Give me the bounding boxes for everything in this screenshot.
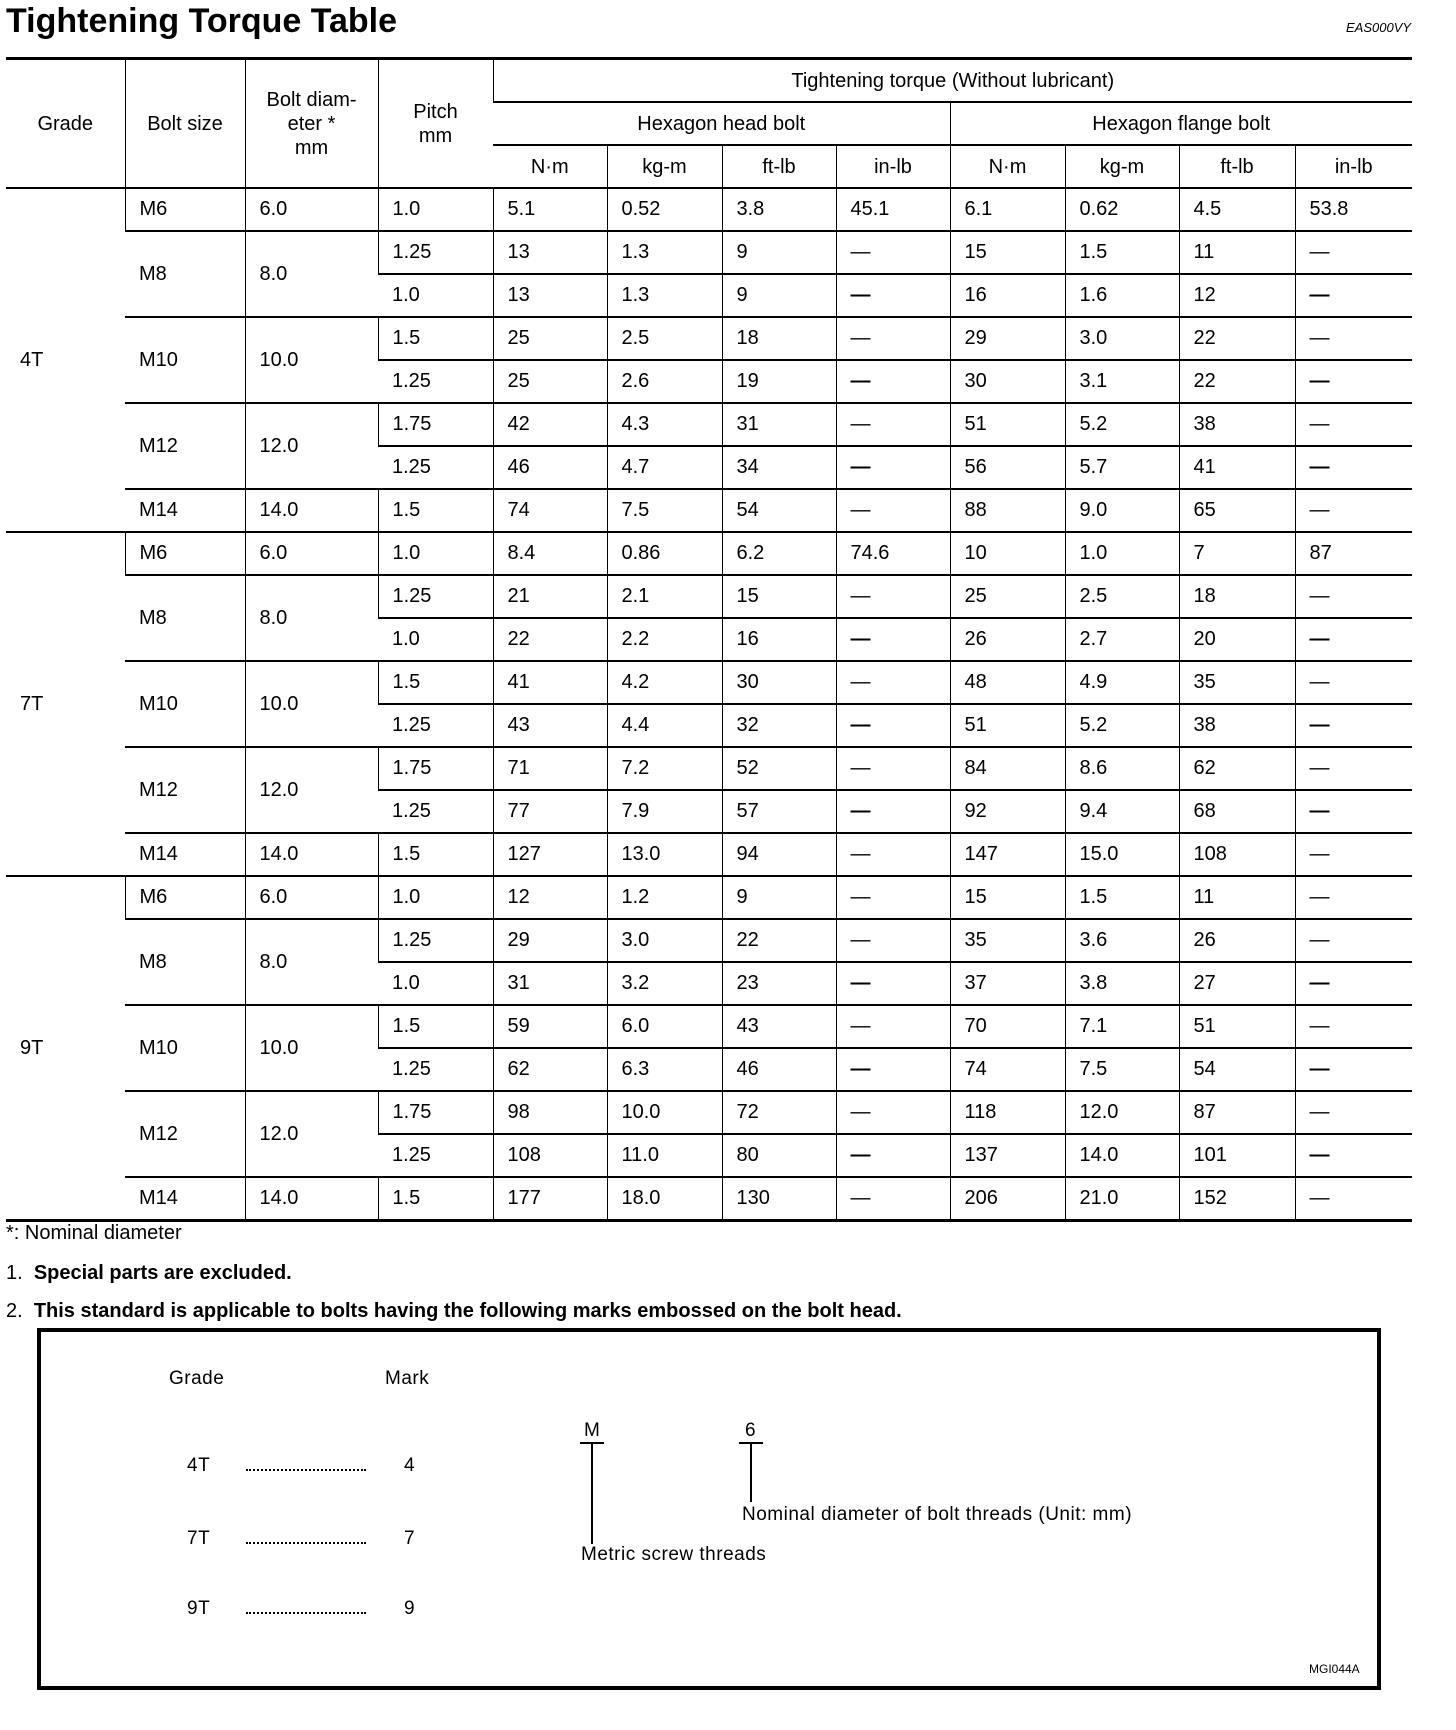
torque-value-cell: 15 xyxy=(950,876,1065,919)
bolt-size-cell: M14 xyxy=(125,1177,245,1221)
bolt-size-cell: M10 xyxy=(125,317,245,403)
torque-value-cell: 25 xyxy=(493,360,607,403)
note-2: 2. This standard is applicable to bolts having the following marks embossed on the bolt head. xyxy=(6,1300,902,1322)
torque-value-cell: — xyxy=(836,747,950,790)
torque-value-cell: 14.0 xyxy=(1065,1134,1179,1177)
header-unit: kg-m xyxy=(607,145,722,188)
torque-value-cell: — xyxy=(1295,317,1412,360)
bolt-size-cell: M8 xyxy=(125,575,245,661)
bolt-diameter-cell: 10.0 xyxy=(245,1005,378,1091)
torque-value-cell: 30 xyxy=(722,661,836,704)
torque-value-cell: 46 xyxy=(722,1048,836,1091)
torque-value-cell: 9.0 xyxy=(1065,489,1179,532)
torque-value-cell: 4.2 xyxy=(607,661,722,704)
torque-value-cell: — xyxy=(836,919,950,962)
torque-value-cell: 29 xyxy=(950,317,1065,360)
torque-value-cell: 74.6 xyxy=(836,532,950,575)
pitch-cell: 1.25 xyxy=(378,231,493,274)
torque-value-cell: 15 xyxy=(950,231,1065,274)
torque-value-cell: 41 xyxy=(1179,446,1295,489)
torque-value-cell: 108 xyxy=(493,1134,607,1177)
torque-value-cell: 21 xyxy=(493,575,607,618)
torque-value-cell: 2.5 xyxy=(607,317,722,360)
header-unit: N·m xyxy=(950,145,1065,188)
header-grade: Grade xyxy=(37,112,94,135)
torque-value-cell: 1.0 xyxy=(1065,532,1179,575)
pitch-cell: 1.5 xyxy=(378,1177,493,1221)
torque-value-cell: — xyxy=(836,1091,950,1134)
torque-value-cell: 9.4 xyxy=(1065,790,1179,833)
torque-value-cell: 152 xyxy=(1179,1177,1295,1221)
header-pitch: Pitch mm xyxy=(378,59,493,189)
figure-mark-4: 4 xyxy=(404,1455,416,1476)
torque-value-cell: — xyxy=(1295,790,1412,833)
torque-value-cell: 9 xyxy=(722,876,836,919)
torque-value-cell: 2.7 xyxy=(1065,618,1179,661)
grade-cell: 7T xyxy=(6,532,125,876)
bolt-size-cell: M12 xyxy=(125,1091,245,1177)
bolt-size-cell: M12 xyxy=(125,747,245,833)
pitch-cell: 1.5 xyxy=(378,833,493,876)
bolt-diameter-cell: 8.0 xyxy=(245,575,378,661)
torque-value-cell: 137 xyxy=(950,1134,1065,1177)
torque-value-cell: 25 xyxy=(950,575,1065,618)
torque-value-cell: — xyxy=(836,403,950,446)
torque-value-cell: 0.52 xyxy=(607,188,722,231)
torque-value-cell: 92 xyxy=(950,790,1065,833)
torque-value-cell: 22 xyxy=(1179,317,1295,360)
torque-value-cell: — xyxy=(836,876,950,919)
table-row xyxy=(6,188,1412,231)
torque-value-cell: 22 xyxy=(722,919,836,962)
torque-value-cell: 15.0 xyxy=(1065,833,1179,876)
header-hex-head: Hexagon head bolt xyxy=(493,102,950,145)
table-row xyxy=(6,317,1412,360)
bolt-diameter-cell: 6.0 xyxy=(245,532,378,575)
torque-value-cell: 6.1 xyxy=(950,188,1065,231)
torque-value-cell: 51 xyxy=(950,704,1065,747)
torque-value-cell: 87 xyxy=(1179,1091,1295,1134)
pitch-cell: 1.0 xyxy=(378,188,493,231)
bolt-diameter-cell: 12.0 xyxy=(245,1091,378,1177)
torque-value-cell: 48 xyxy=(950,661,1065,704)
torque-value-cell: 7.5 xyxy=(1065,1048,1179,1091)
pitch-cell: 1.5 xyxy=(378,317,493,360)
torque-value-cell: 25 xyxy=(493,317,607,360)
pitch-cell: 1.25 xyxy=(378,1048,493,1091)
torque-value-cell: 35 xyxy=(1179,661,1295,704)
header-unit: ft-lb xyxy=(722,145,836,188)
torque-value-cell: 43 xyxy=(493,704,607,747)
torque-value-cell: — xyxy=(1295,1134,1412,1177)
pitch-cell: 1.0 xyxy=(378,876,493,919)
torque-value-cell: 11 xyxy=(1179,231,1295,274)
header-bolt-diameter: Bolt diam- eter * mm xyxy=(245,59,378,189)
figure-code: MGI044A xyxy=(1309,1662,1360,1676)
footnote-asterisk: *: Nominal diameter xyxy=(6,1222,182,1244)
torque-value-cell: — xyxy=(836,962,950,1005)
pitch-cell: 1.0 xyxy=(378,962,493,1005)
torque-value-cell: 62 xyxy=(493,1048,607,1091)
bolt-size-cell: M12 xyxy=(125,403,245,489)
torque-value-cell: — xyxy=(836,1005,950,1048)
torque-value-cell: — xyxy=(1295,919,1412,962)
torque-value-cell: — xyxy=(1295,833,1412,876)
figure-metric-text: Metric screw threads xyxy=(581,1544,767,1565)
torque-value-cell: — xyxy=(1295,618,1412,661)
bolt-diameter-cell: 10.0 xyxy=(245,661,378,747)
torque-value-cell: 23 xyxy=(722,962,836,1005)
torque-value-cell: 43 xyxy=(722,1005,836,1048)
torque-value-cell: — xyxy=(1295,1091,1412,1134)
torque-value-cell: 51 xyxy=(1179,1005,1295,1048)
torque-value-cell: — xyxy=(1295,876,1412,919)
torque-value-cell: 130 xyxy=(722,1177,836,1221)
bolt-diameter-cell: 12.0 xyxy=(245,403,378,489)
bolt-size-cell: M10 xyxy=(125,1005,245,1091)
torque-value-cell: — xyxy=(836,489,950,532)
bolt-mark-figure xyxy=(37,1328,1381,1690)
torque-value-cell: 45.1 xyxy=(836,188,950,231)
torque-value-cell: 54 xyxy=(722,489,836,532)
torque-value-cell: 34 xyxy=(722,446,836,489)
torque-value-cell: 177 xyxy=(493,1177,607,1221)
torque-value-cell: — xyxy=(836,317,950,360)
torque-value-cell: 12 xyxy=(493,876,607,919)
torque-value-cell: 6.2 xyxy=(722,532,836,575)
torque-value-cell: 30 xyxy=(950,360,1065,403)
torque-value-cell: 74 xyxy=(493,489,607,532)
torque-value-cell: 1.3 xyxy=(607,231,722,274)
pitch-cell: 1.25 xyxy=(378,790,493,833)
torque-value-cell: 98 xyxy=(493,1091,607,1134)
table-row xyxy=(6,833,1412,876)
pitch-cell: 1.5 xyxy=(378,489,493,532)
torque-value-cell: 108 xyxy=(1179,833,1295,876)
torque-value-cell: 6.0 xyxy=(607,1005,722,1048)
header-unit: in-lb xyxy=(1295,145,1412,188)
bolt-diameter-cell: 6.0 xyxy=(245,876,378,919)
torque-value-cell: 94 xyxy=(722,833,836,876)
torque-value-cell: 2.2 xyxy=(607,618,722,661)
torque-value-cell: 18 xyxy=(1179,575,1295,618)
torque-value-cell: — xyxy=(836,661,950,704)
bolt-size-cell: M6 xyxy=(125,188,245,231)
torque-value-cell: 72 xyxy=(722,1091,836,1134)
bolt-diameter-cell: 14.0 xyxy=(245,1177,378,1221)
torque-value-cell: 3.0 xyxy=(607,919,722,962)
torque-value-cell: 147 xyxy=(950,833,1065,876)
header-unit: kg-m xyxy=(1065,145,1179,188)
torque-value-cell: 2.5 xyxy=(1065,575,1179,618)
torque-value-cell: 41 xyxy=(493,661,607,704)
torque-value-cell: 77 xyxy=(493,790,607,833)
pitch-cell: 1.75 xyxy=(378,1091,493,1134)
torque-value-cell: 9 xyxy=(722,231,836,274)
header-unit: in-lb xyxy=(836,145,950,188)
header-unit: ft-lb xyxy=(1179,145,1295,188)
torque-value-cell: 7 xyxy=(1179,532,1295,575)
torque-value-cell: — xyxy=(836,446,950,489)
torque-value-cell: 3.6 xyxy=(1065,919,1179,962)
torque-value-cell: — xyxy=(836,790,950,833)
torque-value-cell: 11 xyxy=(1179,876,1295,919)
torque-value-cell: 53.8 xyxy=(1295,188,1412,231)
header-unit: N·m xyxy=(493,145,607,188)
bolt-diameter-cell: 6.0 xyxy=(245,188,378,231)
figure-mark-9: 9 xyxy=(404,1598,416,1619)
torque-value-cell: 2.1 xyxy=(607,575,722,618)
torque-value-cell: 15 xyxy=(722,575,836,618)
torque-value-cell: 62 xyxy=(1179,747,1295,790)
torque-value-cell: 87 xyxy=(1295,532,1412,575)
torque-value-cell: 1.5 xyxy=(1065,876,1179,919)
torque-value-cell: 18 xyxy=(722,317,836,360)
torque-value-cell: 8.4 xyxy=(493,532,607,575)
table-row xyxy=(6,489,1412,532)
figure-grade-4t: 4T xyxy=(187,1455,211,1476)
torque-value-cell: 31 xyxy=(493,962,607,1005)
torque-value-cell: 71 xyxy=(493,747,607,790)
torque-value-cell: 1.2 xyxy=(607,876,722,919)
torque-value-cell: — xyxy=(1295,231,1412,274)
torque-value-cell: — xyxy=(1295,1048,1412,1091)
torque-value-cell: 10 xyxy=(950,532,1065,575)
page-title: Tightening Torque Table xyxy=(6,2,397,40)
torque-value-cell: 13 xyxy=(493,231,607,274)
table-row xyxy=(6,403,1412,446)
torque-value-cell: 3.2 xyxy=(607,962,722,1005)
table-row xyxy=(6,532,1412,575)
bolt-size-cell: M8 xyxy=(125,231,245,317)
torque-value-cell: 13.0 xyxy=(607,833,722,876)
torque-value-cell: — xyxy=(836,360,950,403)
header-torque: Tightening torque (Without lubricant) xyxy=(493,59,1412,103)
torque-value-cell: 0.62 xyxy=(1065,188,1179,231)
torque-value-cell: 5.2 xyxy=(1065,403,1179,446)
torque-value-cell: 12 xyxy=(1179,274,1295,317)
torque-value-cell: 54 xyxy=(1179,1048,1295,1091)
pitch-cell: 1.25 xyxy=(378,1134,493,1177)
torque-value-cell: 56 xyxy=(950,446,1065,489)
torque-value-cell: 3.8 xyxy=(722,188,836,231)
bolt-size-cell: M6 xyxy=(125,532,245,575)
torque-value-cell: — xyxy=(836,704,950,747)
torque-value-cell: 3.1 xyxy=(1065,360,1179,403)
pitch-cell: 1.25 xyxy=(378,446,493,489)
torque-value-cell: 29 xyxy=(493,919,607,962)
torque-value-cell: 11.0 xyxy=(607,1134,722,1177)
torque-value-cell: 18.0 xyxy=(607,1177,722,1221)
torque-value-cell: 51 xyxy=(950,403,1065,446)
figure-grade-label: Grade xyxy=(169,1368,225,1389)
torque-value-cell: 42 xyxy=(493,403,607,446)
torque-value-cell: 26 xyxy=(1179,919,1295,962)
figure-grade-9t: 9T xyxy=(187,1598,211,1619)
torque-value-cell: 5.1 xyxy=(493,188,607,231)
pitch-cell: 1.25 xyxy=(378,704,493,747)
pitch-cell: 1.0 xyxy=(378,532,493,575)
table-row xyxy=(6,1177,1412,1221)
pitch-cell: 1.5 xyxy=(378,1005,493,1048)
header-bolt-size: Bolt size xyxy=(125,59,245,189)
torque-value-cell: 65 xyxy=(1179,489,1295,532)
table-row xyxy=(6,1091,1412,1134)
torque-value-cell: 127 xyxy=(493,833,607,876)
torque-value-cell: 74 xyxy=(950,1048,1065,1091)
pitch-cell: 1.25 xyxy=(378,360,493,403)
torque-value-cell: 68 xyxy=(1179,790,1295,833)
torque-value-cell: 46 xyxy=(493,446,607,489)
table-row xyxy=(6,1005,1412,1048)
table-row xyxy=(6,661,1412,704)
torque-value-cell: 22 xyxy=(493,618,607,661)
torque-value-cell: 1.6 xyxy=(1065,274,1179,317)
header-hex-flange: Hexagon flange bolt xyxy=(950,102,1412,145)
bolt-size-cell: M10 xyxy=(125,661,245,747)
torque-value-cell: 8.6 xyxy=(1065,747,1179,790)
torque-value-cell: — xyxy=(1295,962,1412,1005)
torque-value-cell: 7.1 xyxy=(1065,1005,1179,1048)
torque-value-cell: 59 xyxy=(493,1005,607,1048)
bolt-size-cell: M14 xyxy=(125,489,245,532)
bolt-size-cell: M14 xyxy=(125,833,245,876)
torque-value-cell: 4.5 xyxy=(1179,188,1295,231)
torque-value-cell: 1.3 xyxy=(607,274,722,317)
torque-value-cell: 4.7 xyxy=(607,446,722,489)
torque-value-cell: — xyxy=(836,231,950,274)
torque-value-cell: 19 xyxy=(722,360,836,403)
torque-value-cell: — xyxy=(836,618,950,661)
figure-nominal-text: Nominal diameter of bolt threads (Unit: mm) xyxy=(742,1504,1133,1525)
torque-value-cell: — xyxy=(1295,575,1412,618)
torque-value-cell: — xyxy=(1295,274,1412,317)
bolt-diameter-cell: 12.0 xyxy=(245,747,378,833)
torque-value-cell: 31 xyxy=(722,403,836,446)
pitch-cell: 1.0 xyxy=(378,618,493,661)
torque-value-cell: — xyxy=(1295,489,1412,532)
torque-value-cell: 1.5 xyxy=(1065,231,1179,274)
torque-value-cell: 80 xyxy=(722,1134,836,1177)
note-1: 1. Special parts are excluded. xyxy=(6,1262,292,1284)
torque-value-cell: 4.4 xyxy=(607,704,722,747)
pitch-cell: 1.75 xyxy=(378,747,493,790)
torque-value-cell: 21.0 xyxy=(1065,1177,1179,1221)
torque-value-cell: — xyxy=(836,274,950,317)
torque-value-cell: 3.8 xyxy=(1065,962,1179,1005)
torque-value-cell: — xyxy=(1295,403,1412,446)
torque-value-cell: 26 xyxy=(950,618,1065,661)
pitch-cell: 1.25 xyxy=(378,919,493,962)
torque-value-cell: 88 xyxy=(950,489,1065,532)
torque-table xyxy=(6,57,1412,1222)
torque-value-cell: 38 xyxy=(1179,704,1295,747)
document-code: EAS000VY xyxy=(1346,20,1412,35)
bolt-diameter-cell: 14.0 xyxy=(245,833,378,876)
torque-value-cell: — xyxy=(1295,446,1412,489)
bolt-size-cell: M6 xyxy=(125,876,245,919)
torque-value-cell: 118 xyxy=(950,1091,1065,1134)
torque-value-cell: 35 xyxy=(950,919,1065,962)
figure-6-label: 6 xyxy=(745,1420,757,1441)
pitch-cell: 1.5 xyxy=(378,661,493,704)
grade-cell: 4T xyxy=(6,188,125,532)
figure-mark-7: 7 xyxy=(404,1528,416,1549)
table-row xyxy=(6,747,1412,790)
torque-value-cell: — xyxy=(836,575,950,618)
torque-value-cell: 9 xyxy=(722,274,836,317)
pitch-cell: 1.25 xyxy=(378,575,493,618)
torque-value-cell: 22 xyxy=(1179,360,1295,403)
torque-value-cell: 7.2 xyxy=(607,747,722,790)
torque-value-cell: — xyxy=(1295,1005,1412,1048)
torque-value-cell: 70 xyxy=(950,1005,1065,1048)
torque-value-cell: 2.6 xyxy=(607,360,722,403)
torque-value-cell: 101 xyxy=(1179,1134,1295,1177)
table-row xyxy=(6,876,1412,919)
torque-value-cell: 206 xyxy=(950,1177,1065,1221)
pitch-cell: 1.75 xyxy=(378,403,493,446)
torque-value-cell: — xyxy=(836,1048,950,1091)
torque-value-cell: 6.3 xyxy=(607,1048,722,1091)
torque-value-cell: 0.86 xyxy=(607,532,722,575)
torque-value-cell: 10.0 xyxy=(607,1091,722,1134)
table-row xyxy=(6,231,1412,274)
torque-value-cell: 16 xyxy=(950,274,1065,317)
torque-value-cell: 7.5 xyxy=(607,489,722,532)
bolt-diameter-cell: 14.0 xyxy=(245,489,378,532)
torque-value-cell: 5.7 xyxy=(1065,446,1179,489)
bolt-diameter-cell: 10.0 xyxy=(245,317,378,403)
torque-value-cell: — xyxy=(1295,747,1412,790)
bolt-size-cell: M8 xyxy=(125,919,245,1005)
torque-value-cell: 4.9 xyxy=(1065,661,1179,704)
torque-value-cell: 32 xyxy=(722,704,836,747)
pitch-cell: 1.0 xyxy=(378,274,493,317)
bolt-diameter-cell: 8.0 xyxy=(245,231,378,317)
torque-value-cell: 52 xyxy=(722,747,836,790)
torque-value-cell: — xyxy=(836,1177,950,1221)
torque-value-cell: 27 xyxy=(1179,962,1295,1005)
torque-value-cell: 20 xyxy=(1179,618,1295,661)
grade-cell: 9T xyxy=(6,876,125,1221)
figure-grade-7t: 7T xyxy=(187,1528,211,1549)
torque-value-cell: 16 xyxy=(722,618,836,661)
torque-value-cell: 5.2 xyxy=(1065,704,1179,747)
torque-value-cell: 84 xyxy=(950,747,1065,790)
table-row xyxy=(6,919,1412,962)
torque-value-cell: 13 xyxy=(493,274,607,317)
torque-value-cell: — xyxy=(1295,1177,1412,1221)
torque-value-cell: — xyxy=(1295,704,1412,747)
torque-value-cell: 3.0 xyxy=(1065,317,1179,360)
torque-value-cell: — xyxy=(836,1134,950,1177)
table-row xyxy=(6,575,1412,618)
torque-value-cell: — xyxy=(1295,360,1412,403)
torque-value-cell: — xyxy=(836,833,950,876)
torque-value-cell: 7.9 xyxy=(607,790,722,833)
torque-value-cell: — xyxy=(1295,661,1412,704)
torque-value-cell: 12.0 xyxy=(1065,1091,1179,1134)
torque-value-cell: 37 xyxy=(950,962,1065,1005)
bolt-diameter-cell: 8.0 xyxy=(245,919,378,1005)
torque-value-cell: 38 xyxy=(1179,403,1295,446)
torque-value-cell: 57 xyxy=(722,790,836,833)
figure-m-label: M xyxy=(584,1420,601,1441)
torque-value-cell: 4.3 xyxy=(607,403,722,446)
figure-mark-label: Mark xyxy=(385,1368,430,1389)
